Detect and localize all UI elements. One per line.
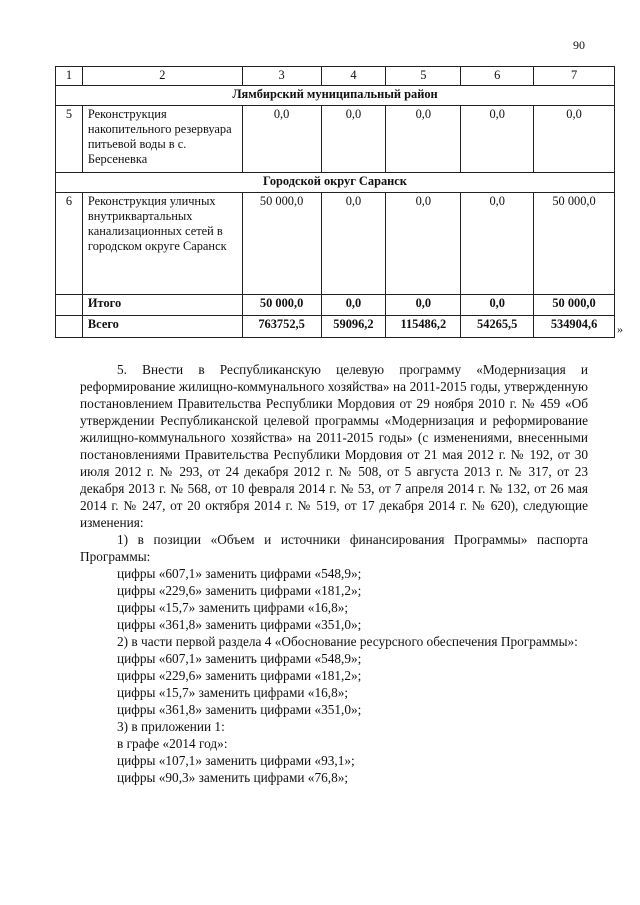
table-row xyxy=(56,193,615,295)
paragraph: 5. Внести в Республиканскую целевую программу «Модернизация и реформирование жилищно-коммунального хозяйства» на 2011-2015 годы, утвержденную постановлением Правительства Республики Мордовия от 29 ноября 2010 г. № 459 «Об утверждении Республиканской целевой программы «Модернизация и реформирование жилищно-коммунального хозяйства» на 2011-2015 годы» (с изменениями, внесенными постановлениями Правительства Республики Мордовия от 21 мая 2012 г. № 192, от 30 июля 2012 г. № 293, от 24 декабря 2012 г. № 508, от 5 августа 2013 г. № 317, от 23 декабря 2013 г. № 568, от 10 февраля 2014 г. № 53, от 7 апреля 2014 г. № 132, от 26 мая 2014 г. № 247, от 20 октября 2014 г. № 519, от 17 декабря 2014 г. № 620), следующие изменения: xyxy=(80,362,588,530)
paragraph: 3) в приложении 1: xyxy=(117,719,225,734)
cell-value: 0,0 xyxy=(461,106,534,173)
section-title: Лямбирский муниципальный район xyxy=(56,86,615,106)
page-number: 90 xyxy=(573,38,585,52)
list-item: цифры «607,1» заменить цифрами «548,9»; xyxy=(117,566,362,581)
list-item: цифры «361,8» заменить цифрами «351,0»; xyxy=(117,617,362,632)
cell-value: 59096,2 xyxy=(321,316,386,338)
cell-value: 0,0 xyxy=(321,106,386,173)
paragraph: 1) в позиции «Объем и источники финансирования Программы» паспорта Программы: xyxy=(80,532,588,564)
column-header: 7 xyxy=(534,67,615,86)
cell-value: 50 000,0 xyxy=(534,295,615,316)
column-header: 6 xyxy=(461,67,534,86)
row-name: Реконструкция уличных внутриквартальных канализационных сетей в городском округе Саранск xyxy=(82,193,242,295)
cell-value: 54265,5 xyxy=(461,316,534,338)
paragraph: в графе «2014 год»: xyxy=(117,736,228,751)
grand-total-row xyxy=(56,316,615,338)
list-item: цифры «107,1» заменить цифрами «93,1»; xyxy=(117,753,355,768)
list-item: цифры «607,1» заменить цифрами «548,9»; xyxy=(117,651,362,666)
grand-total-label: Всего xyxy=(82,316,242,338)
cell-value: 763752,5 xyxy=(242,316,321,338)
cell-value: 115486,2 xyxy=(386,316,461,338)
body-text xyxy=(80,361,588,786)
cell-value: 0,0 xyxy=(461,193,534,295)
closing-quote: » xyxy=(617,322,623,336)
list-item: цифры «15,7» заменить цифрами «16,8»; xyxy=(117,600,349,615)
empty-cell xyxy=(56,316,83,338)
paragraph: 2) в части первой раздела 4 «Обоснование ресурсного обеспечения Программы»: xyxy=(117,634,578,649)
list-item: цифры «90,3» заменить цифрами «76,8»; xyxy=(117,770,349,785)
column-header: 5 xyxy=(386,67,461,86)
list-item: цифры «15,7» заменить цифрами «16,8»; xyxy=(117,685,349,700)
cell-value: 50 000,0 xyxy=(242,295,321,316)
column-header: 1 xyxy=(56,67,83,86)
column-header: 2 xyxy=(82,67,242,86)
cell-value: 0,0 xyxy=(386,193,461,295)
table-row xyxy=(56,106,615,173)
row-number: 6 xyxy=(56,193,83,295)
table-header-row xyxy=(56,67,615,86)
list-item: цифры «229,6» заменить цифрами «181,2»; xyxy=(117,668,362,683)
cell-value: 0,0 xyxy=(321,295,386,316)
cell-value: 50 000,0 xyxy=(242,193,321,295)
row-number: 5 xyxy=(56,106,83,173)
empty-cell xyxy=(56,295,83,316)
budget-table xyxy=(55,66,615,338)
cell-value: 0,0 xyxy=(242,106,321,173)
total-row xyxy=(56,295,615,316)
column-header: 4 xyxy=(321,67,386,86)
list-item: цифры «229,6» заменить цифрами «181,2»; xyxy=(117,583,362,598)
section-row xyxy=(56,86,615,106)
cell-value: 0,0 xyxy=(321,193,386,295)
cell-value: 0,0 xyxy=(386,106,461,173)
cell-value: 0,0 xyxy=(461,295,534,316)
cell-value: 0,0 xyxy=(534,106,615,173)
section-row xyxy=(56,173,615,193)
cell-value: 50 000,0 xyxy=(534,193,615,295)
list-item: цифры «361,8» заменить цифрами «351,0»; xyxy=(117,702,362,717)
cell-value: 0,0 xyxy=(386,295,461,316)
row-name: Реконструкция накопительного резервуара питьевой воды в с. Берсеневка xyxy=(82,106,242,173)
cell-value: 534904,6 xyxy=(534,316,615,338)
total-label: Итого xyxy=(82,295,242,316)
section-title: Городской округ Саранск xyxy=(56,173,615,193)
column-header: 3 xyxy=(242,67,321,86)
